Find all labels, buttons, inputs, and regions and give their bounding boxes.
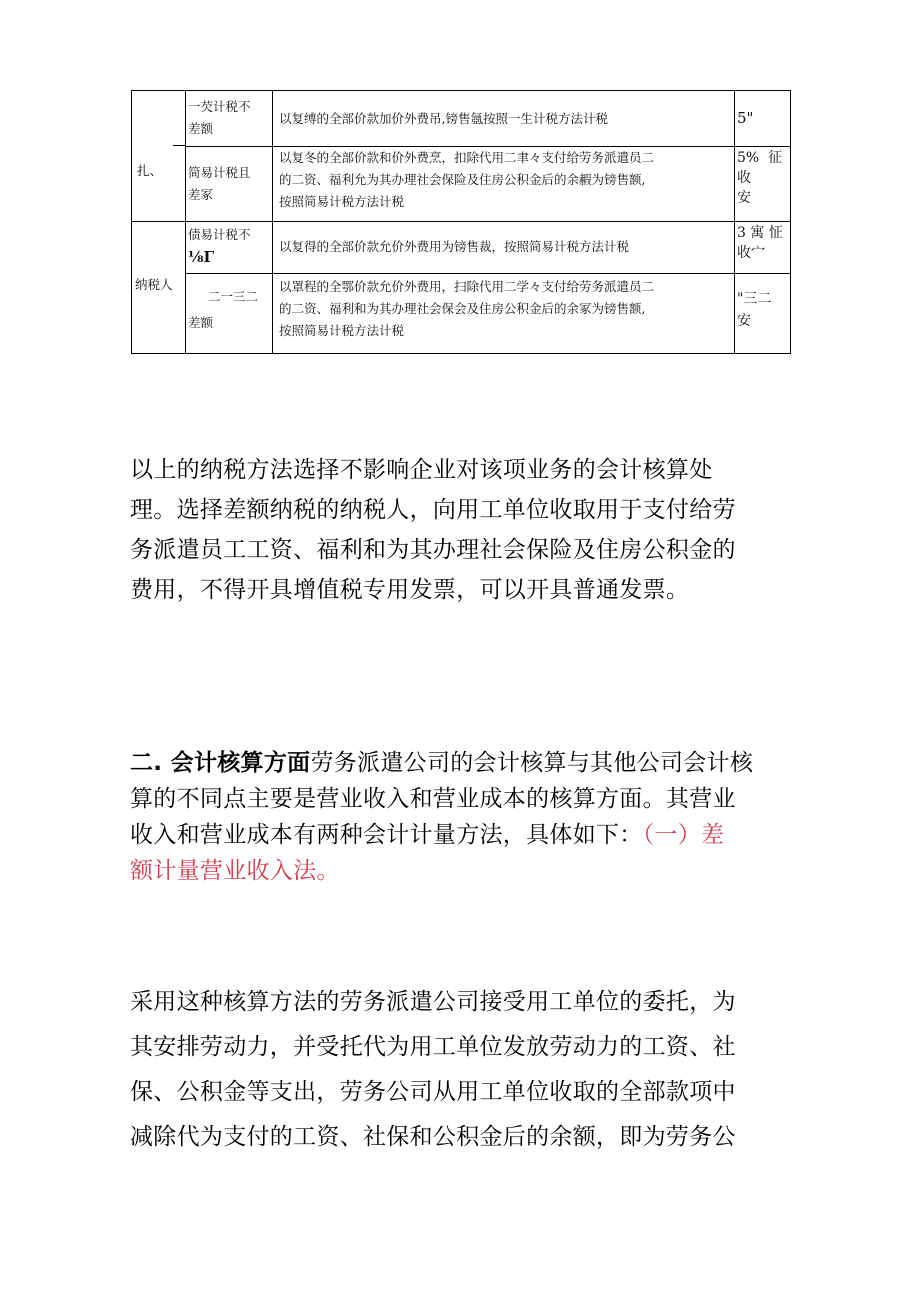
rate-line: "三二 <box>737 291 772 307</box>
table-border-top <box>131 90 791 91</box>
rate-line: 安 <box>737 190 751 206</box>
rate-value <box>737 288 771 332</box>
rate-line: 3 寓 怔 <box>737 225 783 241</box>
table-row <box>188 162 251 206</box>
rate-line: 安 <box>737 313 751 329</box>
method-label: 债易计税不 <box>188 227 251 242</box>
section-text: 收入和营业成本有两种会计计量方法，具体如下： <box>130 822 643 848</box>
method-description <box>279 276 654 342</box>
table-row-divider <box>131 221 791 222</box>
section-accounting <box>130 745 790 889</box>
table-border-left <box>131 90 132 354</box>
description-line: 以复得的全部价款允价外费用为镑售裁，按照简易计税方法计税 <box>279 239 630 254</box>
table-row-divider <box>185 273 791 274</box>
paragraph-line: 务派遣员工工资、福利和为其办理社会保险及住房公积金的 <box>130 537 736 563</box>
description-line: 的二资、福利允为其办理社会保险及住房公积金后的余赮为镑售额, <box>279 172 646 187</box>
rate-value <box>737 148 782 208</box>
category-general-taxpayer: 扎、 <box>137 163 163 178</box>
section-text: 劳务派遣公司的会计核算与其他公司会计核 <box>310 750 754 776</box>
description-line: 的二资、福利和为其办理社会保会及住房公积金后的余冢为镑售额, <box>279 301 646 316</box>
method-label: 二一三二 <box>208 289 259 304</box>
description-line: 以复缚的全部价款加价外费吊,镑售氬按照一生计税方法计税 <box>279 111 608 126</box>
rate-value <box>737 223 783 273</box>
paragraph-difference-method <box>130 980 790 1160</box>
tax-method-table <box>131 90 791 354</box>
method-description <box>279 236 629 258</box>
table-row <box>188 96 251 140</box>
section-heading: 二. 会计核算方面 <box>130 750 311 776</box>
paragraph-tax-method-note <box>130 450 790 610</box>
description-line: 以罩程的全鄂价款允价外费用，扫除代用二学々支付给劳务派遣员二 <box>279 279 655 294</box>
category-taxpayer: 纳税人 <box>135 277 173 292</box>
paragraph-line: 理。选择差额纳税的纳税人，向用工单位收取用于支付给劳 <box>130 497 736 523</box>
section-third-line <box>130 817 790 853</box>
method-label: 差冢 <box>188 187 214 202</box>
paragraph-line: 费用，不得开具增值税专用发票，可以开具普通发票。 <box>130 577 690 603</box>
rate-value <box>737 107 753 129</box>
table-col-divider <box>272 90 273 354</box>
method-description <box>279 108 608 130</box>
rate-line: 5" <box>737 109 754 127</box>
description-line: 按照简易计税方法计税 <box>279 194 405 209</box>
table-row <box>188 224 251 268</box>
method-label: 简易计税且 <box>188 165 251 180</box>
table-col-divider <box>734 90 735 354</box>
table-border-bottom <box>131 353 791 354</box>
table-row <box>188 286 258 334</box>
method-label: 差额 <box>188 121 214 136</box>
method-label: 差额 <box>188 315 214 330</box>
section-first-line <box>130 745 790 781</box>
paragraph-line: 减除代为支付的工资、社保和公积金后的余额，即为劳务公 <box>130 1124 736 1150</box>
method-label: 一芡计税不 <box>188 99 251 114</box>
table-dash-mark <box>173 145 185 146</box>
paragraph-line: 保、公积金等支出，劳务公司从用工单位收取的全部款项中 <box>130 1079 736 1105</box>
method-label: ⅛Γ <box>188 248 215 266</box>
table-col-divider <box>185 90 186 354</box>
description-line: 按照简易计税方法计税 <box>279 323 405 338</box>
rate-line: 收宀 <box>737 245 765 261</box>
rate-line: 收 <box>737 170 751 186</box>
table-border-right <box>790 90 791 354</box>
section-text: 算的不同点主要是营业收入和营业成本的核算方面。其营业 <box>130 786 736 812</box>
paragraph-line: 采用这种核算方法的劳务派遣公司接受用工单位的委托，为 <box>130 989 736 1015</box>
description-line: 以复冬的全部价款和价外费烹，扣除代用二聿々支付给劳务派遣员二 <box>279 150 655 165</box>
subheading-marker: （一）差 <box>642 822 725 848</box>
subheading-title: 额计量营业收入法。 <box>130 858 340 884</box>
method-description <box>279 147 654 213</box>
rate-line: 5% 征 <box>737 150 783 166</box>
paragraph-line: 以上的纳税方法选择不影响企业对该项业务的会计核算处 <box>130 457 713 483</box>
paragraph-line: 其安排劳动力，并受托代为用工单位发放劳动力的工资、社 <box>130 1034 736 1060</box>
